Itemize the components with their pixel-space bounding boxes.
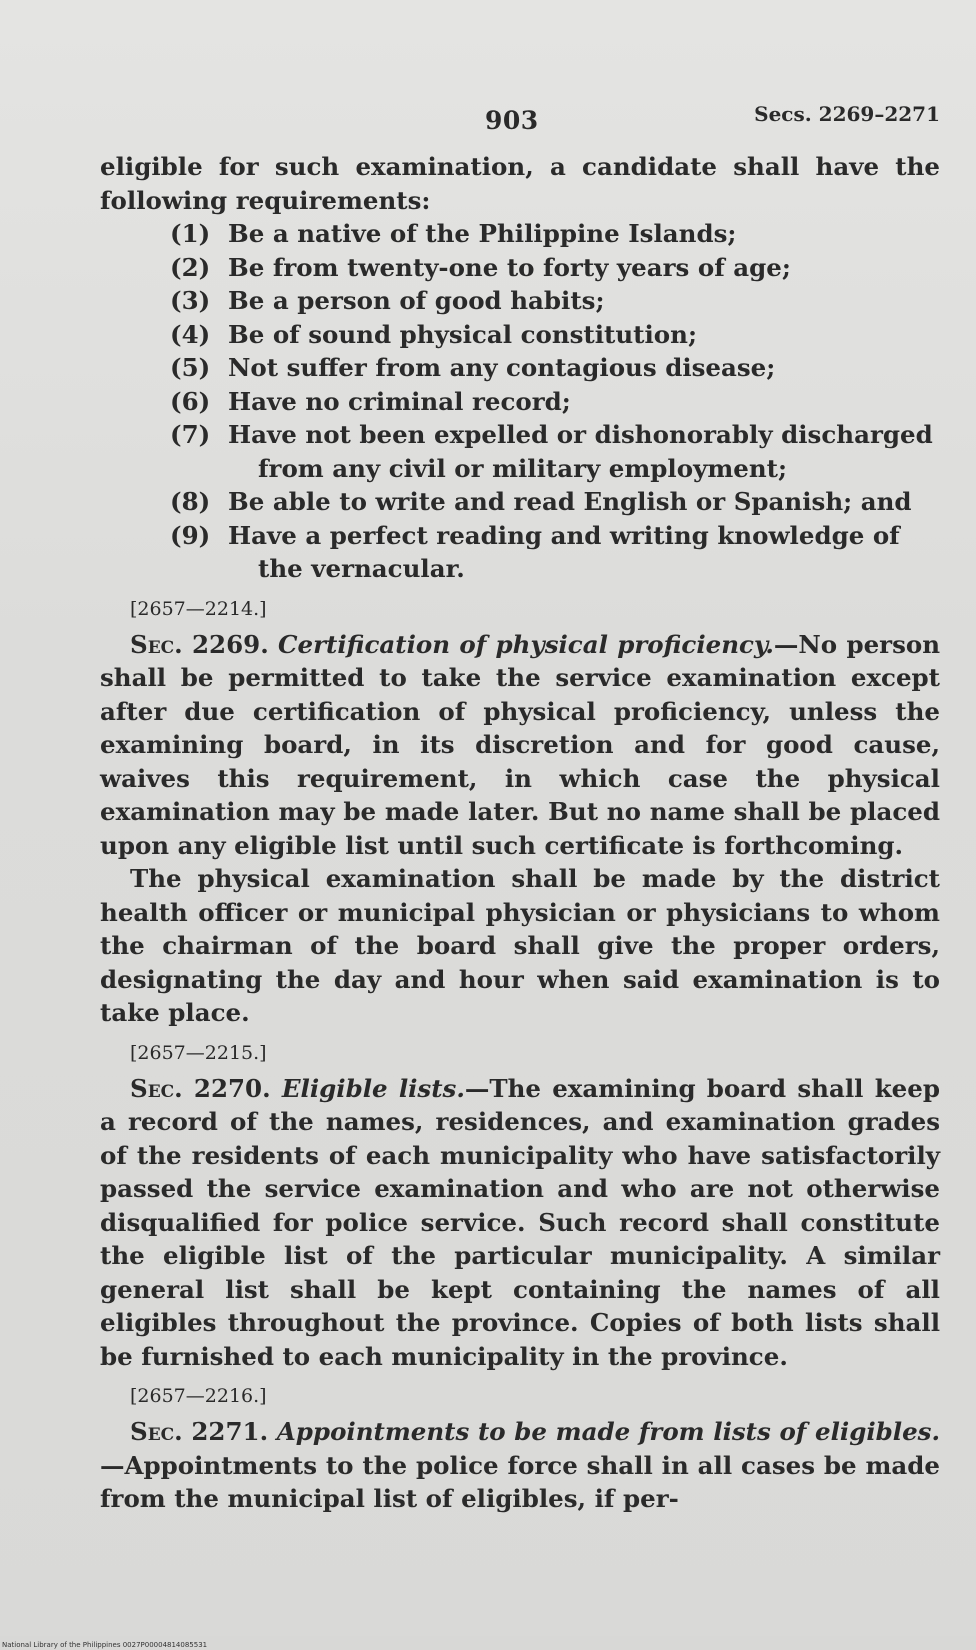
requirement-line: Be from twenty-one to forty years of age; [228, 252, 791, 282]
section-title: Eligible lists. [281, 1073, 465, 1103]
requirement-line: Have a perfect reading and writing knowledge of [228, 520, 900, 550]
section-text: —The examining board shall keep a record of the names, residences, and examination grades of the residents of each municipality who have satisfactorily passed the service examination and who are not otherwise disqualified for police service. Such record shall constitute the eligible list of the particular municipality. A similar general list shall be kept containing the names of all eligibles throughout the province. Copies of both lists shall be furnished to each municipality in the province. [100, 1073, 940, 1371]
page-number: 903 [485, 106, 539, 135]
requirement-number: (6) [170, 386, 211, 416]
page-body [100, 150, 940, 1516]
requirement-line: Be a native of the Philippine Islands; [228, 219, 737, 248]
requirement-line: Not suffer from any contagious disease; [228, 353, 776, 382]
section-title: Certification of physical proficiency. [278, 629, 774, 659]
requirement-text [228, 351, 940, 385]
section-text: —Appointments to the police force shall in all cases be made from the municipal list of eligibles, if per- [100, 1450, 940, 1513]
section-label: Sec. 2270. [130, 1073, 271, 1103]
section-2270-paragraph [100, 1072, 940, 1374]
requirement-number: (5) [170, 353, 211, 382]
source-reference: [2657—2214.] [130, 597, 267, 620]
section-title: Appointments to be made from lists of eligibles. [276, 1417, 940, 1446]
requirement-number: (2) [170, 252, 211, 282]
requirement-text [228, 385, 940, 419]
requirement-number: (8) [170, 487, 211, 516]
requirement-text [228, 251, 940, 285]
source-reference: [2657—2216.] [130, 1385, 267, 1407]
requirement-text [228, 418, 940, 485]
requirement-number: (7) [170, 420, 211, 449]
requirement-item [170, 351, 940, 385]
requirement-item [170, 385, 940, 419]
requirements-list [100, 217, 940, 586]
section-2269-paragraph-2: The physical examination shall be made by the district health officer or municipal physician or physicians to whom the chairman of the board shall give the proper orders, designating the day and hour when said examination is to take place. [100, 864, 940, 1027]
section-2271-paragraph [100, 1415, 940, 1516]
running-head-sections: Secs. 2269–2271 [754, 102, 940, 126]
requirement-text [228, 485, 940, 519]
scan-footer [0, 1636, 976, 1650]
requirement-line: Be able to write and read English or Spanish; and [228, 487, 912, 516]
requirement-item [170, 251, 940, 285]
source-reference: [2657—2215.] [130, 1041, 267, 1064]
scan-footer-note: National Library of the Philippines 0027P00004814085531 [2, 1641, 208, 1649]
section-text: —No person shall be permitted to take the service examination except after due certification of physical proficiency, unless the examining board, in its discretion and for good cause, waives this requirement, in which case the physical examination may be made later. But no name shall be placed upon any eligible list until such certificate is forthcoming. [100, 629, 941, 860]
requirement-line: Be a person of good habits; [228, 286, 605, 315]
requirement-continuation: the vernacular. [258, 554, 465, 583]
intro-paragraph: eligible for such examination, a candidate shall have the following requirements: [100, 152, 940, 215]
requirement-text [228, 519, 940, 586]
requirement-line: Be of sound physical constitution; [228, 319, 698, 349]
requirement-item [170, 318, 940, 352]
requirement-item [170, 485, 940, 519]
requirement-item [170, 284, 940, 318]
section-label: Sec. 2271. [130, 1417, 269, 1446]
section-2269-paragraph [100, 628, 940, 863]
requirement-number: (1) [170, 219, 211, 248]
requirement-number: (9) [170, 520, 211, 550]
requirement-number: (3) [170, 286, 211, 315]
requirement-item [170, 519, 940, 586]
requirement-text [228, 318, 940, 352]
requirement-text [228, 217, 940, 251]
section-label: Sec. 2269. [130, 629, 269, 659]
requirement-item [170, 217, 940, 251]
requirement-line: Have not been expelled or dishonorably discharged [228, 420, 933, 449]
requirement-text [228, 284, 940, 318]
page-header [100, 100, 940, 136]
requirement-number: (4) [170, 319, 211, 349]
requirement-continuation: from any civil or military employment; [258, 453, 787, 483]
requirement-item [170, 418, 940, 485]
requirement-line: Have no criminal record; [228, 386, 571, 416]
